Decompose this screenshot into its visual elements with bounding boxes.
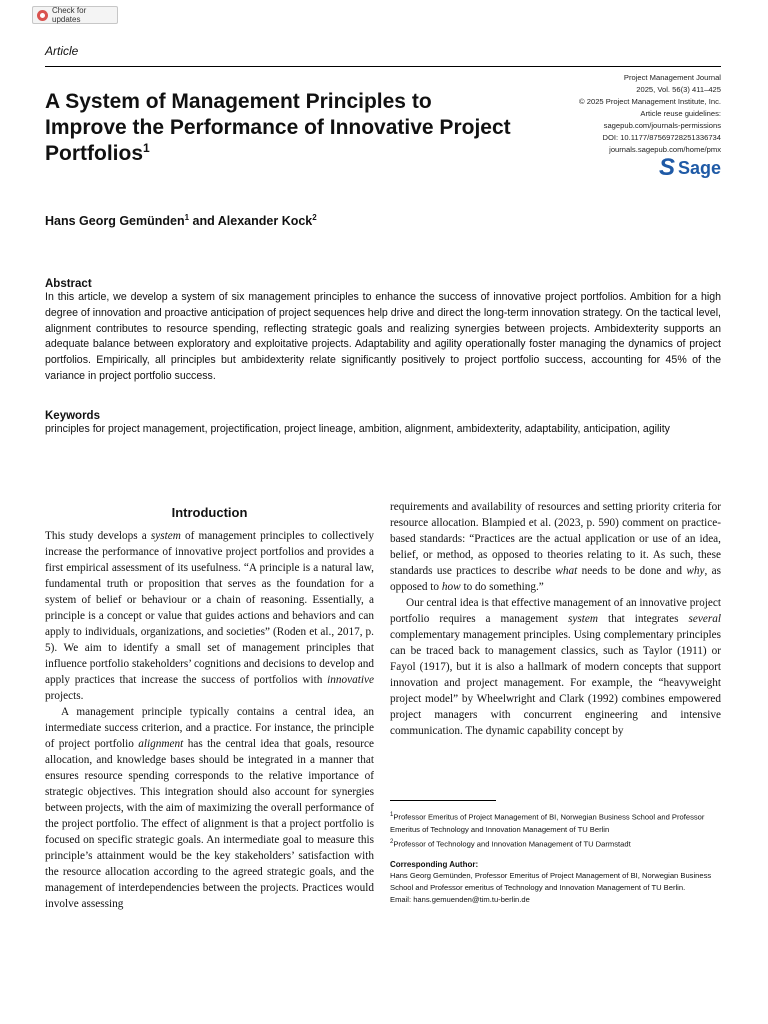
sage-s-icon: S bbox=[658, 154, 675, 181]
author-list bbox=[45, 213, 317, 228]
title-text: A System of Management Principles to Improve the Performance of Innovative Project Portfolios bbox=[45, 90, 511, 165]
journal-copyright: © 2025 Project Management Institute, Inc. bbox=[579, 97, 721, 106]
header-divider bbox=[45, 66, 721, 67]
author-affiliation-mark: 1 bbox=[184, 213, 190, 222]
sage-logo-text: Sage bbox=[677, 157, 721, 178]
keywords-text: principles for project management, projectification, project lineage, ambition, alignment, ambidexterity, adaptability, anticipation, agility bbox=[45, 423, 670, 435]
footnote-divider bbox=[390, 800, 496, 801]
body-paragraph: Our central idea is that effective management of an innovative project portfolio requires a management system that integrates several complementary management principles. Using complementary principles can be traced back to management classics, such as Taylor (1911) or Fayol (1917), but it is also a hallmark of modern concepts that support innovation and project management. For example, the “heavyweight project model” by Wheelwright and Clark (1992) combines empowered project managers with concurrent engineering and intensive communication. The dynamic capability concept by bbox=[390, 597, 721, 737]
author-connector: and bbox=[189, 214, 218, 229]
sage-logo bbox=[659, 156, 721, 180]
author-name: Hans Georg Gemünden bbox=[45, 214, 185, 229]
keywords-section bbox=[45, 410, 721, 438]
keywords-heading: Keywords bbox=[45, 410, 100, 422]
corresponding-author-heading: Corresponding Author: bbox=[390, 860, 479, 870]
body-paragraph: A management principle typically contains a central idea, an intermediate success criterion, and a practice. For instance, the principle of project portfolio alignment has the central idea that goals, resource allocation, and knowledge bases should be integrated in a manner that ensures resource spending corresponds to the relative importance of strategic objectives. This integration should also account for synergies between projects, with the aim of maximizing the overall performance of the project portfolio. The effect of alignment is that a project portfolio is focused on specific strategic goals. An intermediate goal to measure this principle’s attainment would be the key stakeholders’ satisfaction with the resource allocation according to the agreed strategic goals, and the management of interdependencies between the projects. Practices would involve assessing bbox=[45, 706, 374, 910]
abstract-heading: Abstract bbox=[45, 278, 92, 290]
abstract-section bbox=[45, 278, 721, 385]
permissions-link[interactable]: sagepub.com/journals-permissions bbox=[603, 121, 721, 130]
author-name: Alexander Kock bbox=[217, 214, 313, 229]
journal-homepage-link[interactable]: journals.sagepub.com/home/pmx bbox=[609, 145, 721, 154]
check-for-updates-label: Check for updates bbox=[52, 6, 87, 24]
body-paragraph: This study develops a system of management principles to collectively increase the performance of innovative project portfolios and provides a first empirical assessment of its usefulness. “A principle is a natural law, fundamental truth or proposition that serves as the foundation for a system of belief or behaviour or a chain of reasoning. Essentially, a principle is a concept or value that guides actions and behaviors and can apply to individuals, organizations, and societies” (Roden et al., 2017, p. 5). We aim to identify a small set of management principles that influence portfolio stakeholders’ cognitions and decisions to develop and apply practices that increase the success of portfolios with innovative projects. bbox=[45, 530, 374, 702]
check-for-updates-button[interactable] bbox=[32, 6, 118, 24]
introduction-heading: Introduction bbox=[171, 505, 248, 520]
article-title bbox=[45, 89, 515, 167]
journal-info bbox=[579, 72, 721, 156]
reuse-guidelines-label: Article reuse guidelines: bbox=[640, 109, 721, 118]
body-paragraph: requirements and availability of resources and setting priority criteria for resource allocation. Blampied et al. (2023, p. 590) comment on practice-based standards: “Practices are the actual application or use of an idea, belief, or method, as opposed to theories relating to it. As such, these standards use practices to describe what needs to be done and why, as opposed to how to do something.” bbox=[390, 501, 721, 593]
journal-name: Project Management Journal bbox=[623, 73, 721, 82]
body-column-left bbox=[45, 505, 374, 912]
corresponding-author-email[interactable]: Email: hans.gemuenden@tim.tu-berlin.de bbox=[390, 895, 530, 905]
author-affiliation-mark: 2 bbox=[312, 213, 317, 222]
journal-volume: 2025, Vol. 56(3) 411–425 bbox=[636, 85, 721, 94]
abstract-text: In this article, we develop a system of six management principles to enhance the success of innovative project portfolios. Ambition for a high degree of innovation and proactive anticipation of project sequences help drive and direct the long-term innovation strategy. On the tactical level, alignment contributes to resource spending, reflecting strategic goals and realizing synergies between projects. Ambidexterity supports an adequate balance between exploratory and exploitative projects. Adaptability and agility operationally foster managing the dynamics of project portfolios. Empirically, all principles but ambidexterity relate significantly positively to project portfolio success, accounting for 45% of the variance in project portfolio success. bbox=[45, 291, 721, 382]
article-type-label: Article bbox=[45, 44, 79, 58]
body-column-right bbox=[390, 499, 721, 739]
footnotes-section bbox=[390, 809, 721, 906]
corresponding-author-text: Hans Georg Gemünden, Professor Emeritus of Project Management of BI, Norwegian Business School and Professor emeritus of Technology and Innovation Management of TU Berlin. bbox=[390, 871, 712, 893]
footnote-affiliation-1: $^1$Professor Emeritus of Project Management of BI, Norwegian Business School and Professor Emeritus of Technology and Innovation Management of TU Berlin bbox=[390, 812, 705, 834]
footnote-affiliation-2: $^2$Professor of Technology and Innovation Management of TU Darmstadt bbox=[390, 838, 631, 849]
update-icon bbox=[37, 10, 48, 21]
title-footnote-mark: 1 bbox=[143, 141, 150, 155]
doi-link[interactable]: DOI: 10.1177/87569728251336734 bbox=[602, 133, 721, 142]
